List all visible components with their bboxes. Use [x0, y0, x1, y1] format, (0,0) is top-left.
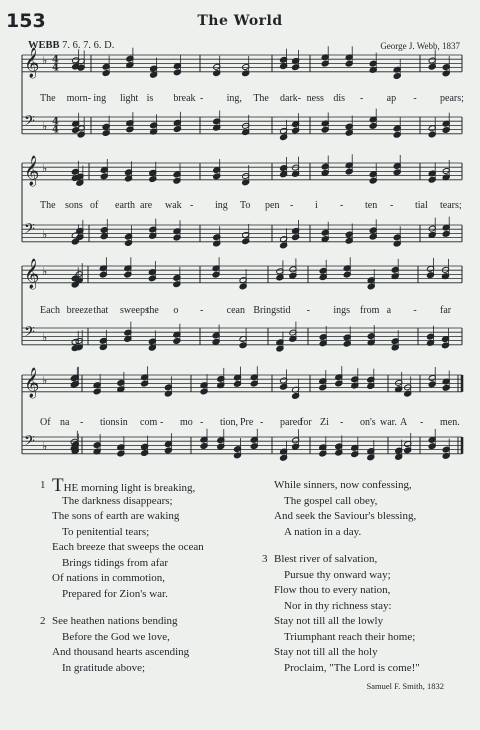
verse-line: [262, 630, 462, 646]
lyric-syllable: ing: [93, 93, 107, 104]
stanza-gap: [262, 540, 462, 552]
verse-text: To penitential tears;: [62, 525, 150, 538]
lyric-syllable: -: [420, 417, 424, 428]
lyric-syllable: men.: [440, 417, 460, 428]
lyric-syllable: -: [390, 200, 394, 211]
verse-text: Prepared for Zion's war.: [62, 587, 168, 600]
verse-line: [262, 583, 462, 599]
flat-icon: ♭: [42, 228, 48, 241]
treble-clef-icon: 𝄞: [24, 48, 40, 78]
lyric-syllable: The: [40, 200, 56, 211]
lyric-syllable: -: [413, 93, 417, 104]
verse-line: [40, 475, 250, 496]
time-signature-digit: 4: [52, 116, 59, 128]
verse-text: The gospel call obey,: [284, 494, 378, 507]
lyric-syllable: tial: [415, 200, 428, 211]
verse-line: [40, 645, 250, 661]
lyric-syllable: -: [360, 93, 364, 104]
lyric-syllable: tears;: [440, 200, 462, 211]
lyric-syllable: that: [93, 305, 109, 316]
verse-line: [262, 599, 462, 615]
verses-left-column: [40, 475, 250, 676]
lyric-syllable: -: [200, 417, 204, 428]
verse-text: Pursue thy onward way;: [284, 568, 391, 581]
lyric-syllable: are: [140, 200, 153, 211]
lyric-syllable: for: [300, 417, 312, 428]
bass-clef-icon: 𝄢: [24, 221, 35, 241]
lyric-syllable: breeze: [66, 305, 93, 316]
verse-text: Triumphant reach their home;: [284, 630, 416, 643]
lyric-syllable: light: [120, 93, 139, 104]
verse-line: [262, 509, 462, 525]
lyric-syllable: -: [306, 305, 310, 316]
lyric-syllable: ness: [306, 93, 324, 104]
bass-clef-icon: 𝄢: [24, 324, 35, 344]
lyric-syllable: The: [253, 93, 269, 104]
bass-clef-icon: 𝄢: [24, 433, 35, 453]
lyric-syllable: Pre: [240, 417, 254, 428]
lyric-syllable: break: [173, 93, 196, 104]
lyric-syllable: mo: [180, 417, 193, 428]
lyric-syllable: -: [340, 417, 344, 428]
lyric-syllable: o: [173, 305, 179, 316]
verse-text: Blest river of salvation,: [274, 553, 378, 565]
verse-text: See heathen nations bending: [52, 615, 178, 627]
lyric-syllable: -: [200, 305, 204, 316]
lyric-syllable: Each: [40, 305, 60, 316]
lyric-syllable: on's: [360, 417, 376, 428]
verse-text: In gratitude above;: [62, 661, 146, 674]
verse-line: [262, 645, 462, 661]
lyric-line: [22, 93, 468, 107]
lyric-line: [22, 305, 468, 319]
lyric-line: [22, 200, 468, 214]
verse-text: Of nations in commotion,: [52, 572, 166, 584]
lyric-syllable: -: [160, 417, 164, 428]
verse-line: [262, 614, 462, 630]
verse-text: And seek the Saviour's blessing,: [274, 510, 417, 522]
lyric-syllable: -: [340, 200, 344, 211]
verse-text: The darkness disappears;: [62, 494, 173, 507]
author-credit: Samuel F. Smith, 1832: [366, 681, 444, 691]
lyric-syllable: Zi: [320, 417, 329, 428]
verse-line: [262, 494, 462, 510]
flat-icon: ♭: [42, 440, 48, 453]
flat-icon: ♭: [42, 374, 48, 387]
lyric-syllable: dark-: [280, 93, 302, 104]
flat-icon: ♭: [42, 54, 48, 67]
verse-text: Flow thou to every nation,: [274, 584, 391, 596]
verse-text: HE morning light is breaking,: [63, 482, 196, 494]
lyric-syllable: pears;: [440, 93, 464, 104]
stanza-gap: [40, 602, 250, 614]
verse-text: The sons of earth are waking: [52, 510, 180, 522]
lyric-syllable: tion,: [220, 417, 239, 428]
lyric-syllable: Brings: [253, 305, 280, 316]
lyric-syllable: morn-: [66, 93, 92, 104]
verse-line: [40, 556, 250, 572]
verse-text: Nor in thy richness stay:: [284, 599, 392, 612]
verse-line: [40, 571, 250, 587]
verse-text: Proclaim, "The Lord is come!": [284, 661, 420, 674]
treble-clef-icon: 𝄞: [24, 156, 40, 186]
lyric-syllable: com: [140, 417, 158, 428]
lyric-syllable: pen: [265, 200, 280, 211]
verse-line: [262, 552, 462, 568]
lyric-syllable: cean: [226, 305, 245, 316]
verse-line: [40, 587, 250, 603]
verse-line: [40, 661, 250, 677]
lyric-syllable: To: [240, 200, 251, 211]
verse-line: [40, 540, 250, 556]
lyric-syllable: na: [60, 417, 70, 428]
tune-name: WEBB: [28, 40, 60, 51]
lyric-syllable: ten: [365, 200, 378, 211]
flat-icon: ♭: [42, 120, 48, 133]
page-title: The World: [197, 13, 283, 29]
lyric-syllable: ap: [386, 93, 397, 104]
lyric-syllable: -: [190, 200, 194, 211]
stanza-number: 2: [40, 615, 46, 627]
lyric-syllable: a: [386, 305, 392, 316]
lyric-syllable: The: [40, 93, 56, 104]
lyric-syllable: is: [146, 93, 154, 104]
verse-line: [40, 509, 250, 525]
lyric-syllable: ing: [215, 200, 228, 211]
flat-icon: ♭: [42, 162, 48, 175]
lyric-syllable: -: [260, 417, 264, 428]
verse-line: [40, 525, 250, 541]
verse-line: [262, 661, 462, 677]
lyric-syllable: in: [120, 417, 128, 428]
lyric-syllable: A: [400, 417, 408, 428]
time-signature-digit: 4: [52, 54, 59, 66]
time-signature-digit: 4: [52, 124, 59, 136]
lyric-syllable: -: [290, 200, 294, 211]
lyric-syllable: ing,: [226, 93, 242, 104]
time-signature-digit: 4: [52, 62, 59, 74]
flat-icon: ♭: [42, 331, 48, 344]
lyric-syllable: Of: [40, 417, 51, 428]
lyric-syllable: war.: [380, 417, 397, 428]
verse-line: [262, 568, 462, 584]
stanza-number: 1: [40, 479, 46, 491]
verse-text: Stay not till all the lowly: [274, 615, 384, 627]
verse-line: [40, 630, 250, 646]
lyric-syllable: i: [315, 200, 318, 211]
verse-text: Brings tidings from afar: [62, 556, 169, 569]
lyric-syllable: ings: [333, 305, 350, 316]
lyric-syllable: earth: [115, 200, 135, 211]
stanza-number: 3: [262, 553, 268, 565]
lyric-syllable: tid: [280, 305, 291, 316]
meter: 7. 6. 7. 6. D.: [62, 40, 115, 51]
lyric-syllable: of: [90, 200, 99, 211]
verse-text: Before the God we love,: [62, 630, 170, 643]
verse-text: Stay not till all the holy: [274, 646, 378, 658]
lyric-syllable: sweeps: [120, 305, 149, 316]
lyric-syllable: wak: [165, 200, 182, 211]
lyric-syllable: -: [200, 93, 204, 104]
lyric-syllable: pared: [280, 417, 303, 428]
verse-text: Each breeze that sweeps the ocean: [52, 541, 204, 553]
lyric-syllable: tions: [100, 417, 120, 428]
lyric-syllable: sons: [65, 200, 83, 211]
flat-icon: ♭: [42, 265, 48, 278]
lyric-syllable: far: [440, 305, 452, 316]
verses-right-column: [262, 478, 462, 676]
composer: George J. Webb, 1837: [380, 41, 460, 51]
verse-line: [262, 478, 462, 494]
lyric-line: [22, 417, 468, 431]
lyric-syllable: -: [80, 417, 84, 428]
bass-clef-icon: 𝄢: [24, 113, 35, 133]
drop-cap: T: [52, 475, 64, 496]
verse-text: A nation in a day.: [284, 525, 362, 538]
verse-text: And thousand hearts ascending: [52, 646, 190, 658]
verse-line: [40, 614, 250, 630]
verse-line: [262, 525, 462, 541]
treble-clef-icon: 𝄞: [24, 368, 40, 398]
lyric-syllable: from: [360, 305, 380, 316]
hymn-number: 153: [6, 10, 46, 32]
lyric-syllable: -: [413, 305, 417, 316]
treble-clef-icon: 𝄞: [24, 259, 40, 289]
lyric-syllable: the: [146, 305, 159, 316]
verse-line: [40, 494, 250, 510]
verse-text: While sinners, now confessing,: [274, 479, 412, 491]
lyric-syllable: dis: [333, 93, 345, 104]
